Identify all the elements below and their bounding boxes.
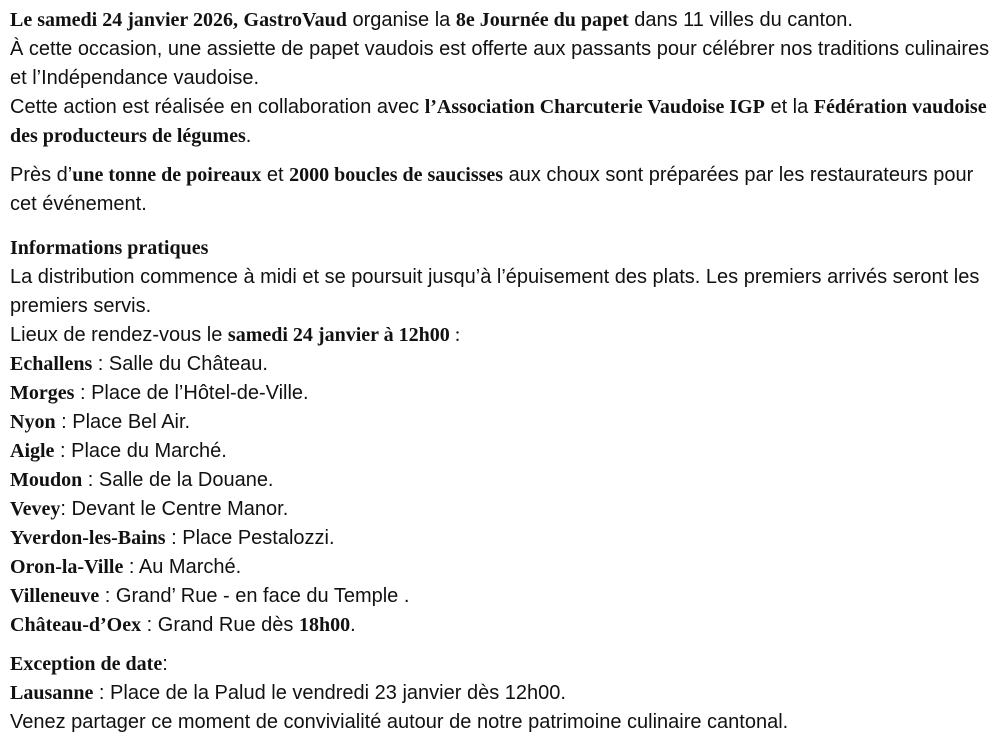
- colon: :: [162, 653, 168, 675]
- quantities-text: et: [261, 164, 290, 186]
- intro-text: À cette occasion, une assiette de papet vaudois est offerte aux passants pour célébrer nos traditions culinaires et l’Indépendance vaudoise.: [10, 38, 990, 89]
- separator: :: [55, 411, 73, 433]
- town-name: Oron-la-Ville: [10, 556, 124, 578]
- location-item: [10, 469, 274, 491]
- location-item: [10, 498, 288, 520]
- town-name: Morges: [10, 382, 75, 404]
- event-date: Le samedi 24 janvier 2026: [10, 9, 233, 31]
- location-item: [10, 440, 227, 462]
- exception-heading: Exception de date: [10, 653, 163, 675]
- location-item: [10, 585, 409, 607]
- meeting-place: Salle de la Douane.: [98, 469, 274, 491]
- exception-detail: Place de la Palud le vendredi 23 janvier dès 12h00.: [110, 682, 566, 704]
- period: .: [350, 614, 356, 636]
- organizer-name: GastroVaud: [243, 9, 347, 31]
- event-name: 8e Journée du papet: [455, 9, 629, 31]
- locations-list: [10, 350, 990, 640]
- meeting-place: Grand’ Rue - en face du Temple .: [115, 585, 410, 607]
- meeting-place: Au Marché.: [138, 556, 242, 578]
- separator: :: [123, 556, 139, 578]
- intro-text: organise la: [346, 9, 456, 31]
- separator: :: [92, 353, 109, 375]
- meeting-place: Place de l’Hôtel-de-Ville.: [91, 382, 309, 404]
- intro-text: .: [245, 125, 252, 147]
- separator: :: [165, 527, 183, 549]
- meeting-place: Place Bel Air.: [72, 411, 191, 433]
- town-name: Echallens: [10, 353, 93, 375]
- town-name: Lausanne: [10, 682, 94, 704]
- distribution-text: La distribution commence à midi et se poursuit jusqu’à l’épuisement des plats. Les premiers arrivés seront les premiers servis.: [10, 266, 980, 317]
- closing-text: Venez partager ce moment de convivialité autour de notre patrimoine culinaire cantonal.: [10, 711, 789, 733]
- separator: :: [60, 498, 72, 520]
- meeting-place: Grand Rue dès: [157, 614, 299, 636]
- location-item: [10, 353, 268, 375]
- town-name: Aigle: [10, 440, 55, 462]
- leeks-quantity: une tonne de poireaux: [72, 164, 262, 186]
- rdv-text: Lieux de rendez-vous le: [10, 324, 228, 346]
- practical-heading: Informations pratiques: [10, 237, 209, 259]
- location-item: [10, 382, 309, 404]
- separator: :: [99, 585, 116, 607]
- separator: :: [54, 440, 72, 462]
- town-name: Vevey: [10, 498, 61, 520]
- rdv-colon: :: [449, 324, 461, 346]
- quantities-text: aux choux sont préparées par les restaurateurs pour cet événement.: [10, 164, 974, 215]
- location-item: [10, 614, 356, 636]
- quantities-paragraph: [10, 161, 990, 219]
- practical-section: [10, 234, 990, 350]
- partner-federation: Fédération vaudoise des producteurs de légumes: [10, 96, 987, 147]
- exception-section: [10, 650, 990, 737]
- location-item: [10, 527, 335, 549]
- location-item: [10, 556, 241, 578]
- meeting-time: 18h00: [298, 614, 351, 636]
- separator: :: [74, 382, 92, 404]
- separator: :: [141, 614, 158, 636]
- town-name: Yverdon-les-Bains: [10, 527, 166, 549]
- intro-text: Cette action est réalisée en collaboration avec: [10, 96, 425, 118]
- town-name: Château-d’Oex: [10, 614, 142, 636]
- comma: ,: [232, 9, 238, 31]
- separator: :: [93, 682, 111, 704]
- quantities-text: Près d’: [10, 164, 73, 186]
- town-name: Moudon: [10, 469, 83, 491]
- meeting-place: Place du Marché.: [71, 440, 227, 462]
- meeting-place: Salle du Château.: [108, 353, 268, 375]
- separator: :: [82, 469, 99, 491]
- sausages-quantity: 2000 boucles de saucisses: [289, 164, 504, 186]
- location-item: [10, 411, 190, 433]
- partner-association: l’Association Charcuterie Vaudoise IGP: [424, 96, 765, 118]
- intro-text: dans 11 villes du canton.: [628, 9, 853, 31]
- meeting-place: Devant le Centre Manor.: [71, 498, 289, 520]
- rdv-date: samedi 24 janvier à 12h00: [227, 324, 450, 346]
- town-name: Villeneuve: [10, 585, 100, 607]
- meeting-place: Place Pestalozzi.: [182, 527, 335, 549]
- town-name: Nyon: [10, 411, 56, 433]
- intro-text: et la: [764, 96, 814, 118]
- intro-paragraph: [10, 6, 990, 151]
